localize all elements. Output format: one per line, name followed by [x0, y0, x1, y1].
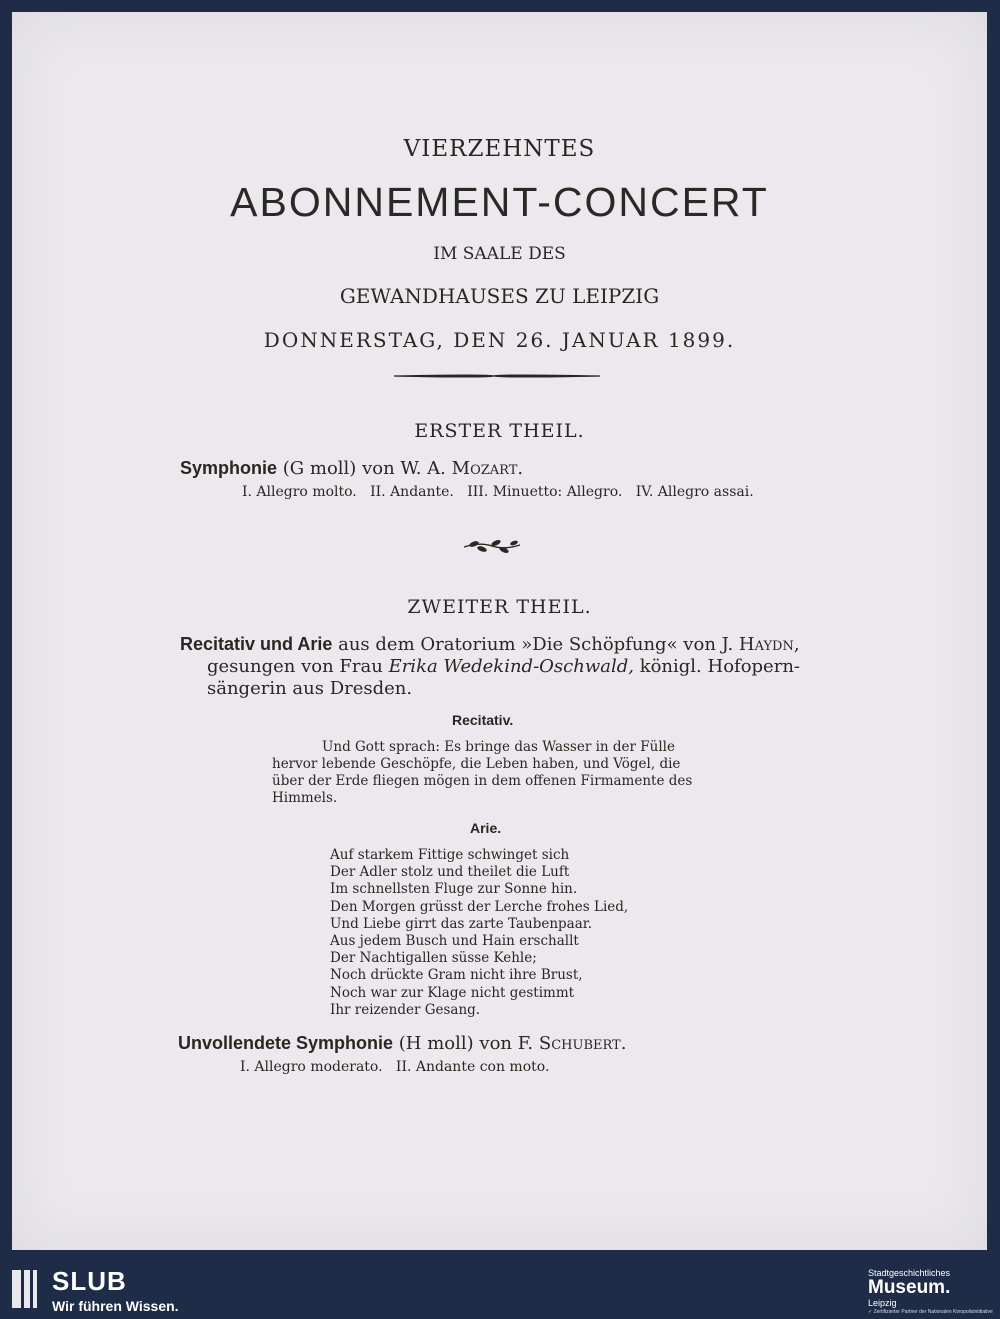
work-mozart [180, 458, 523, 479]
performer-name: Erika Wedekind-Oschwald, [388, 656, 634, 677]
arie-text [330, 847, 628, 1019]
museum-partner-note: ✓ Zertifizierter Partner der Nationalen Kinopolisintitiative [868, 1309, 993, 1315]
concert-ordinal: VIERZEHNTES [403, 136, 596, 162]
slub-wordmark[interactable]: SLUB [52, 1266, 127, 1296]
work-by: von W. A. [362, 458, 446, 479]
work-haydn-line-3: sängerin aus Dresden. [207, 678, 413, 699]
work-title: Unvollendete Symphonie [178, 1033, 394, 1053]
recitativ-line: Und Gott sprach: Es bringe das Wasser in der Fülle [322, 739, 675, 755]
footer-bar [0, 1262, 1000, 1319]
arie-line: Ihr reizender Gesang. [330, 1001, 481, 1018]
recitativ-line: Himmels. [272, 790, 338, 806]
arie-line: Und Liebe girrt das zarte Taubenpaar. [330, 915, 593, 932]
concert-title: ABONNEMENT-CONCERT [230, 179, 769, 225]
recitativ-line: über der Erde fliegen mögen in dem offenen Firmamente des [272, 773, 693, 789]
arie-line: Im schnellsten Fluge zur Sonne hin. [330, 881, 578, 898]
venue-line-1: IM SAALE DES [433, 244, 566, 264]
arie-line: Aus jedem Busch und Hain erschallt [330, 933, 579, 950]
venue-line-2: GEWANDHAUSES ZU LEIPZIG [339, 284, 660, 308]
concert-date: DONNERSTAG, DEN 26. JANUAR 1899. [263, 328, 736, 352]
slub-tagline: Wir führen Wissen. [52, 1298, 179, 1314]
arie-line: Der Adler stolz und theilet die Luft [330, 864, 570, 881]
leaf-ornament-icon [460, 538, 524, 554]
part-1-heading: ERSTER THEIL. [414, 420, 585, 442]
work-title: Recitativ und Arie [180, 634, 333, 654]
slub-logo-icon [12, 1270, 42, 1308]
work-title: Symphonie [180, 458, 278, 478]
recitativ-text [272, 739, 692, 807]
divider-rule [392, 372, 602, 380]
performer-title: königl. Hofopern- [639, 656, 800, 677]
arie-line: Der Nachtigallen süsse Kehle; [330, 950, 537, 967]
arie-line: Noch drückte Gram nicht ihre Brust, [330, 967, 583, 984]
work-composer: Haydn, [738, 634, 800, 655]
arie-line: Auf starkem Fittige schwinget sich [330, 847, 570, 863]
work-schubert-movements: I. Allegro moderato. II. Andante con moto. [240, 1059, 550, 1075]
program-sheet [12, 12, 987, 1250]
recitativ-line: hervor lebende Geschöpfe, die Leben haben, und Vögel, die [272, 756, 681, 772]
part-2-heading: ZWEITER THEIL. [407, 596, 592, 618]
arie-line: Noch war zur Klage nicht gestimmt [330, 984, 575, 1001]
work-composer: Mozart. [451, 458, 524, 479]
work-key: (G moll) [282, 458, 357, 479]
work-haydn-line-2 [207, 656, 800, 677]
arie-heading: Arie. [470, 820, 502, 836]
recitativ-heading: Recitativ. [452, 712, 514, 728]
museum-subtitle: Stadtgeschichtliches [868, 1268, 951, 1278]
performer-intro: gesungen von Frau [207, 656, 383, 677]
work-description: aus dem Oratorium »Die Schöpfung« von J. [338, 634, 734, 655]
museum-city: Leipzig [868, 1298, 897, 1308]
museum-wordmark[interactable]: Museum. [868, 1277, 951, 1298]
work-schubert [178, 1033, 626, 1054]
work-mozart-movements: I. Allegro molto. II. Andante. III. Minuetto: Allegro. IV. Allegro assai. [242, 484, 754, 500]
work-by: von F. [479, 1033, 534, 1054]
work-key: (H moll) [398, 1033, 474, 1054]
arie-line: Den Morgen grüsst der Lerche frohes Lied, [330, 898, 629, 915]
work-composer: Schubert. [538, 1033, 627, 1054]
work-haydn-line-1 [180, 634, 800, 655]
